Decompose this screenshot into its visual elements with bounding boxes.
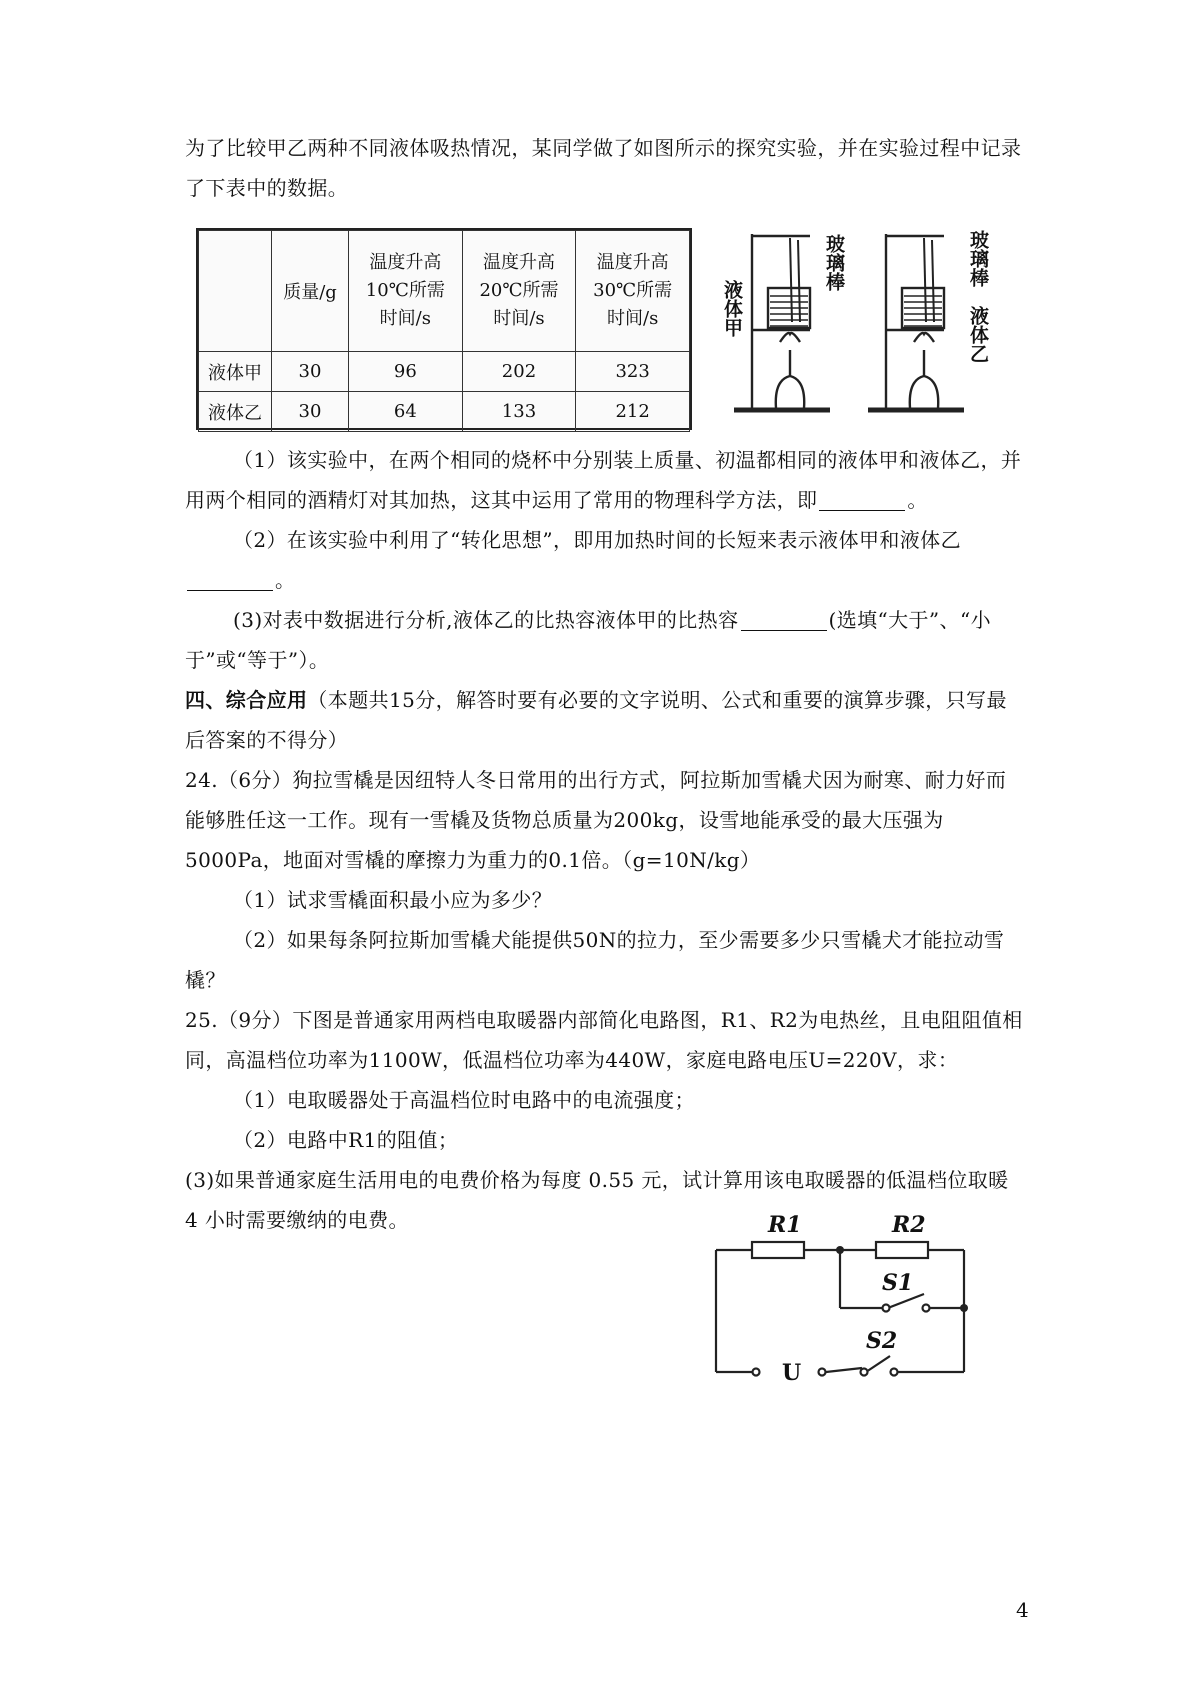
q25-part2: （2）电路中R1的阻值；: [233, 1128, 459, 1152]
resistor-r2: [876, 1242, 928, 1258]
q24-part1: （1）试求雪橇面积最小应为多少？: [233, 888, 553, 912]
label-s1: S1: [882, 1270, 914, 1296]
label-u: U: [782, 1360, 802, 1386]
table-header-cell: 质量/g: [272, 231, 349, 352]
heating-apparatus-figure: [710, 230, 1040, 430]
answer-blank: [187, 568, 273, 591]
circuit-diagram: [710, 1198, 1010, 1388]
table-row: [199, 352, 690, 392]
table-header-cell: 温度升高 30℃所需 时间/s: [576, 231, 690, 352]
table-cell: 96: [349, 352, 463, 392]
table-cell: 212: [576, 392, 690, 432]
label-liquid-b: 液体乙: [967, 306, 989, 363]
q23-part3: (3)对表中数据进行分析,液体乙的比热容液体甲的比热容 (选填“大于”、“小于”或“等于”）。: [185, 608, 991, 672]
label-glass-rod-right: 玻璃棒: [967, 230, 989, 287]
label-glass-rod-left: 玻璃棒: [823, 234, 845, 291]
answer-blank: [741, 608, 827, 631]
section-4-heading: 四、综合应用（本题共15分，解答时要有必要的文字说明、公式和重要的演算步骤，只写最后答案的不得分）: [185, 688, 1007, 752]
label-s2: S2: [866, 1328, 898, 1354]
data-table: [196, 228, 692, 430]
label-r2: R2: [892, 1212, 926, 1238]
table-row: [199, 392, 690, 432]
answer-blank: [819, 488, 905, 511]
table-cell: 133: [462, 392, 576, 432]
page-number: 4: [1016, 1598, 1029, 1622]
q24-part2: （2）如果每条阿拉斯加雪橇犬能提供50N的拉力，至少需要多少只雪橇犬才能拉动雪橇？: [185, 928, 1005, 992]
intro-paragraph: 为了比较甲乙两种不同液体吸热情况，某同学做了如图所示的探究实验，并在实验过程中记录了下表中的数据。: [185, 136, 1022, 200]
q25-stem: 25.（9分）下图是普通家用两档电取暖器内部简化电路图，R1、R2为电热丝，且电阻阻值相同，高温档位功率为1100W，低温档位功率为440W，家庭电路电压U=220V，求：: [185, 1008, 1023, 1072]
table-header-cell: [199, 231, 272, 352]
table-header-cell: 温度升高 10℃所需 时间/s: [349, 231, 463, 352]
table-cell: 323: [576, 352, 690, 392]
label-liquid-a: 液体甲: [721, 280, 743, 337]
resistor-r1: [752, 1242, 804, 1258]
table-header-cell: 温度升高 20℃所需 时间/s: [462, 231, 576, 352]
q23-part2: （2）在该实验中利用了“转化思想”，即用加热时间的长短来表示液体甲和液体乙。: [185, 520, 1025, 600]
table-cell: 30: [272, 352, 349, 392]
q24-stem: 24.（6分）狗拉雪橇是因纽特人冬日常用的出行方式，阿拉斯加雪橇犬因为耐寒、耐力好而能够胜任这一工作。现有一雪橇及货物总质量为200kg，设雪地能承受的最大压强为5000Pa，地面对雪橇的摩擦力为重力的0.1倍。（g=10N/kg）: [185, 768, 1007, 872]
table-cell: 液体乙: [199, 392, 272, 432]
label-r1: R1: [768, 1212, 802, 1238]
q23-part1: （1）该实验中，在两个相同的烧杯中分别装上质量、初温都相同的液体甲和液体乙，并用两个相同的酒精灯对其加热，这其中运用了常用的物理科学方法，即 。: [185, 448, 1022, 512]
table-cell: 64: [349, 392, 463, 432]
table-cell: 30: [272, 392, 349, 432]
table-cell: 202: [462, 352, 576, 392]
table-cell: 液体甲: [199, 352, 272, 392]
q25-part1: （1）电取暖器处于高温档位时电路中的电流强度；: [233, 1088, 695, 1112]
q25-part3: (3)如果普通家庭生活用电的电费价格为每度 0.55 元，试计算用该电取暖器的低温档位取暖 4 小时需要缴纳的电费。: [185, 1168, 1009, 1232]
table-header-row: [199, 231, 690, 352]
